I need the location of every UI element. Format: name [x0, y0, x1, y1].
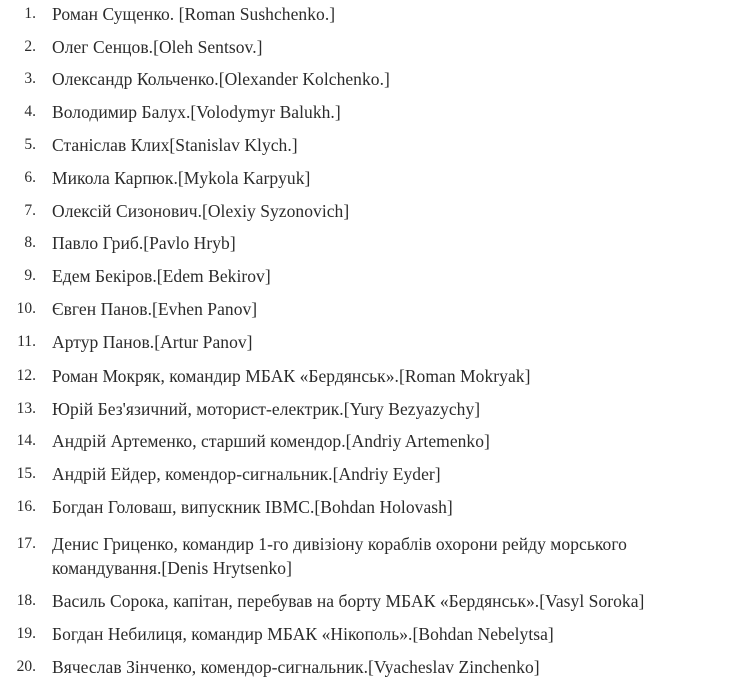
- list-item: [0, 264, 739, 288]
- list-item-number: 4.: [24, 103, 36, 120]
- list-item-text: Артур Панов.[Artur Panov]: [52, 332, 253, 352]
- list-item: [0, 166, 739, 190]
- list-item-number: 1.: [24, 5, 36, 22]
- list-item-text: Олександр Кольченко.[Olexander Kolchenko.]: [52, 69, 390, 89]
- list-item: [0, 100, 739, 124]
- list-item-text: Денис Гриценко, командир 1-го дивізіону кораблів охорони рейду морського командування.[Denis Hrytsenko]: [52, 534, 627, 578]
- list-item-number: 19.: [16, 625, 36, 642]
- list-item-text: Юрій Без'язичний, моторист-електрик.[Yury Bezyazychy]: [52, 399, 481, 419]
- list-item-text: Станіслав Клих[Stanislav Klych.]: [52, 135, 298, 155]
- list-item-number: 15.: [16, 465, 36, 482]
- list-item-text: Богдан Головаш, випускник ІВМС.[Bohdan Holovash]: [52, 497, 453, 517]
- list-item: [0, 330, 739, 354]
- list-item-text: Олег Сенцов.[Oleh Sentsov.]: [52, 37, 263, 57]
- list-item: [0, 231, 739, 255]
- list-item-text: Роман Мокряк, командир МБАК «Бердянськ».[Roman Mokryak]: [52, 366, 531, 386]
- list-item: [0, 67, 739, 91]
- list-item: [0, 35, 739, 59]
- list-item-text: Андрій Ейдер, комендор-сигнальник.[Andriy Eyder]: [52, 464, 441, 484]
- list-item-number: 5.: [24, 136, 36, 153]
- list-item: [0, 364, 739, 388]
- list-item: [0, 2, 739, 26]
- list-item: [0, 495, 739, 519]
- list-item: [0, 622, 739, 646]
- list-item: [0, 199, 739, 223]
- list-item-text: Андрій Артеменко, старший комендор.[Andriy Artemenko]: [52, 431, 490, 451]
- list-item-number: 8.: [24, 234, 36, 251]
- list-item: [0, 589, 739, 613]
- list-item-number: 6.: [24, 169, 36, 186]
- list-item-number: 7.: [24, 202, 36, 219]
- list-item: [0, 297, 739, 321]
- list-item-text: Володимир Балух.[Volodymyr Balukh.]: [52, 102, 341, 122]
- list-item-number: 2.: [24, 38, 36, 55]
- list-item-number: 3.: [24, 70, 36, 87]
- list-item-number: 14.: [16, 432, 36, 449]
- list-item-number: 10.: [16, 300, 36, 317]
- list-item: [0, 429, 739, 453]
- list-item-number: 12.: [16, 367, 36, 384]
- list-item-number: 13.: [16, 400, 36, 417]
- list-item: [0, 655, 739, 679]
- list-item-number: 16.: [16, 498, 36, 515]
- list-item: [0, 462, 739, 486]
- list-item-number: 18.: [16, 592, 36, 609]
- list-item-number: 20.: [16, 658, 36, 675]
- list-item-text: Павло Гриб.[Pavlo Hryb]: [52, 233, 236, 253]
- list-item-text: Роман Сущенко. [Roman Sushchenko.]: [52, 4, 336, 24]
- list-item: [0, 532, 739, 580]
- list-item: [0, 133, 739, 157]
- list-item-number: 11.: [17, 333, 36, 350]
- list-item-text: Едем Бекіров.[Edem Bekirov]: [52, 266, 271, 286]
- list-item-text: Микола Карпюк.[Mykola Karpyuk]: [52, 168, 311, 188]
- list-item-number: 9.: [24, 267, 36, 284]
- list-item-text: Богдан Небилиця, командир МБАК «Нікополь».[Bohdan Nebelytsa]: [52, 624, 554, 644]
- list-item-number: 17.: [16, 535, 36, 552]
- list-item-text: Олексій Сизонович.[Olexiy Syzonovich]: [52, 201, 350, 221]
- list-item-text: Василь Сорока, капітан, перебував на борту МБАК «Бердянськ».[Vasyl Soroka]: [52, 591, 645, 611]
- list-item-text: Вячеслав Зінченко, комендор-сигнальник.[Vyacheslav Zinchenko]: [52, 657, 540, 677]
- list-item-text: Євген Панов.[Evhen Panov]: [52, 299, 258, 319]
- list-item: [0, 397, 739, 421]
